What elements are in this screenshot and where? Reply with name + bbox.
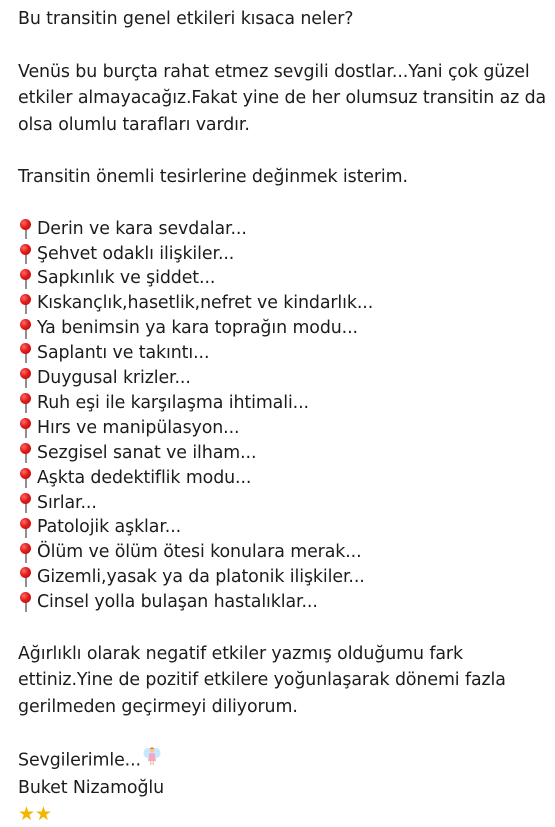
post-body bbox=[18, 6, 548, 827]
list-item bbox=[18, 217, 548, 242]
list-item-text: Hırs ve manipülasyon... bbox=[37, 417, 240, 438]
list-item bbox=[18, 391, 548, 416]
round-pushpin-icon bbox=[18, 442, 34, 464]
list-item-text: Kıskançlık,hasetlik,nefret ve kindarlık... bbox=[37, 293, 374, 314]
list-item-text: Cinsel yolla bulaşan hastalıklar... bbox=[37, 592, 318, 613]
list-item bbox=[18, 341, 548, 366]
list-item-text: Ya benimsin ya kara toprağın modu... bbox=[37, 318, 358, 339]
list-item bbox=[18, 441, 548, 466]
list-item-text: Saplantı ve takıntı... bbox=[37, 343, 210, 364]
round-pushpin-icon bbox=[18, 318, 34, 340]
round-pushpin-icon bbox=[18, 342, 34, 364]
round-pushpin-icon bbox=[18, 367, 34, 389]
round-pushpin-icon bbox=[18, 392, 34, 414]
star-icon: ★★ bbox=[18, 803, 52, 826]
list-item-text: Derin ve kara sevdalar... bbox=[37, 218, 247, 239]
list-item bbox=[18, 241, 548, 266]
list-item-text: Gizemli,yasak ya da platonik ilişkiler... bbox=[37, 567, 365, 588]
list-item-text: Ölüm ve ölüm ötesi konulara merak... bbox=[37, 542, 362, 563]
signoff-line bbox=[18, 746, 548, 775]
list-item-text: Sezgisel sanat ve ilham... bbox=[37, 442, 257, 463]
closing-paragraph: Ağırlıklı olarak negatif etkiler yazmış olduğumu fark ettiniz.Yine de pozitif etkilere yoğunlaşarak dönemi fazla gerilmeden geçirmeyi diliyorum. bbox=[18, 643, 506, 717]
list-item bbox=[18, 316, 548, 341]
list-item bbox=[18, 291, 548, 316]
list-item bbox=[18, 490, 548, 515]
list-item bbox=[18, 465, 548, 490]
list-item bbox=[18, 540, 548, 565]
round-pushpin-icon bbox=[18, 417, 34, 439]
list-item bbox=[18, 565, 548, 590]
list-item bbox=[18, 366, 548, 391]
fairy-icon bbox=[143, 746, 161, 775]
list-item-text: Sırlar... bbox=[37, 492, 97, 513]
list-item bbox=[18, 266, 548, 291]
list-item-text: Sapkınlık ve şiddet... bbox=[37, 268, 216, 289]
list-item-text: Patolojik aşklar... bbox=[37, 517, 182, 538]
round-pushpin-icon bbox=[18, 517, 34, 539]
list-item-text: Şehvet odaklı ilişkiler... bbox=[37, 243, 235, 264]
round-pushpin-icon bbox=[18, 293, 34, 315]
round-pushpin-icon bbox=[18, 566, 34, 588]
question-text: Bu transitin genel etkileri kısaca neler? bbox=[18, 9, 354, 29]
list-item-text: Ruh eşi ile karşılaşma ihtimali... bbox=[37, 392, 309, 413]
list-item-text: Duygusal krizler... bbox=[37, 368, 191, 389]
lead-text: Transitin önemli tesirlerine değinmek isterim. bbox=[18, 167, 408, 187]
round-pushpin-icon bbox=[18, 492, 34, 514]
list-item bbox=[18, 590, 548, 615]
list-item-text: Aşkta dedektiflik modu... bbox=[37, 467, 252, 488]
effects-list bbox=[18, 217, 548, 615]
round-pushpin-icon bbox=[18, 268, 34, 290]
author-name: Buket Nizamoğlu bbox=[18, 777, 165, 798]
list-item bbox=[18, 515, 548, 540]
round-pushpin-icon bbox=[18, 243, 34, 265]
round-pushpin-icon bbox=[18, 591, 34, 613]
round-pushpin-icon bbox=[18, 467, 34, 489]
list-item bbox=[18, 416, 548, 441]
round-pushpin-icon bbox=[18, 542, 34, 564]
round-pushpin-icon bbox=[18, 218, 34, 240]
intro-paragraph: Venüs bu burçta rahat etmez sevgili dostlar...Yani çok güzel etkiler almayacağız.Fakat yine de her olumsuz transitin az da olsa olumlu tarafları vardır. bbox=[18, 61, 547, 135]
signoff-text: Sevgilerimle... bbox=[18, 750, 141, 771]
